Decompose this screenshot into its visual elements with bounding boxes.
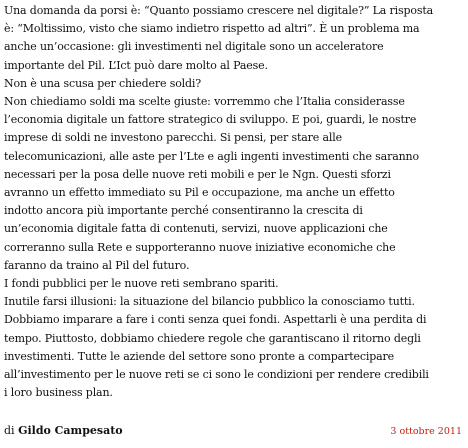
article-line: anche un’occasione: gli investimenti nel digitale sono un acceleratore: [4, 40, 384, 54]
article-line: Dobbiamo imparare a fare i conti senza quei fondi. Aspettarli è una perdita di: [4, 313, 427, 327]
article-line: è: “Moltissimo, visto che siamo indietro rispetto ad altri”. È un problema ma: [4, 22, 420, 36]
byline: [4, 424, 123, 437]
article-line: Inutile farsi illusioni: la situazione del bilancio pubblico la conosciamo tutti.: [4, 295, 415, 309]
article-line: correranno sulla Rete e supporteranno nuove iniziative economiche che: [4, 240, 396, 254]
article-line: un’economia digitale fatta di contenuti, servizi, nuove applicazioni che: [4, 222, 388, 236]
article-line: i loro business plan.: [4, 386, 113, 400]
article-line: indotto ancora più importante perché consentiranno la crescita di: [4, 204, 363, 218]
article-line: tempo. Piuttosto, dobbiamo chiedere regole che garantiscano il ritorno degli: [4, 331, 421, 345]
byline-prefix: di: [4, 424, 19, 437]
article-line: faranno da traino al Pil del futuro.: [4, 258, 190, 272]
article-body: [4, 2, 466, 402]
publication-date: 3 ottobre 2011: [390, 426, 462, 437]
article-line: l’economia digitale un fattore strategico di sviluppo. E poi, guardi, le nostre: [4, 113, 417, 127]
article-line: investimenti. Tutte le aziende del settore sono pronte a compartecipare: [4, 349, 394, 363]
author-name[interactable]: Gildo Campesato: [18, 424, 123, 437]
article-line: importante del Pil. L’Ict può dare molto al Paese.: [4, 58, 268, 72]
interview-question: I fondi pubblici per le nuove reti sembrano spariti.: [4, 277, 279, 291]
article-line: Una domanda da porsi è: “Quanto possiamo crescere nel digitale?” La risposta: [4, 4, 434, 17]
article-line: imprese di soldi ne investono parecchi. Si pensi, per stare alle: [4, 131, 342, 145]
article-line: Non chiediamo soldi ma scelte giuste: vorremmo che l’Italia considerasse: [4, 95, 405, 109]
article-line: all’investimento per le nuove reti se ci sono le condizioni per rendere credibili: [4, 368, 429, 382]
article-line: telecomunicazioni, alle aste per l’Lte e agli ingenti investimenti che saranno: [4, 149, 419, 163]
article-line: avranno un effetto immediato su Pil e occupazione, ma anche un effetto: [4, 186, 395, 200]
interview-question: Non è una scusa per chiedere soldi?: [4, 76, 202, 90]
article-line: necessari per la posa delle nuove reti mobili e per le Ngn. Questi sforzi: [4, 167, 391, 181]
